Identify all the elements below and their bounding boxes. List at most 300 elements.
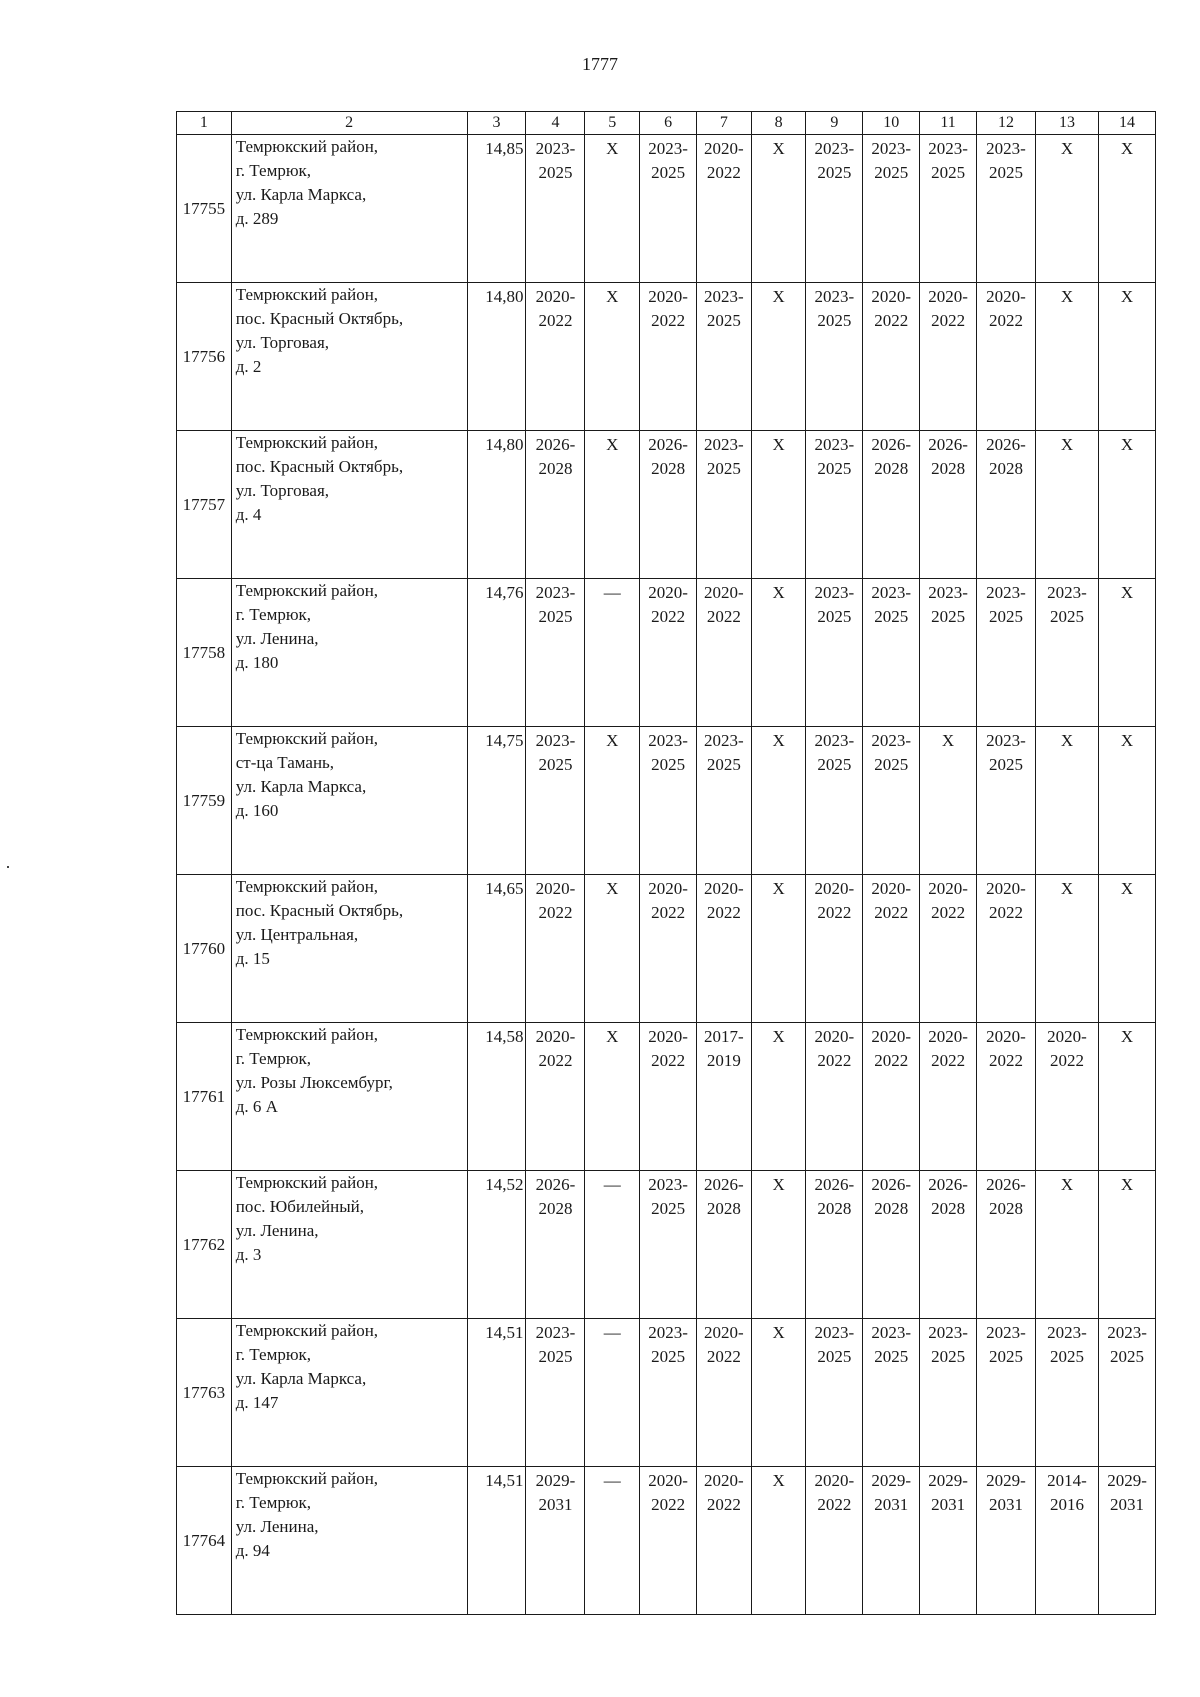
address-line: г. Темрюк, <box>235 1493 312 1512</box>
period-cell-col-4 <box>526 135 585 283</box>
period-text: 2020- <box>986 1027 1026 1046</box>
period-cell-col-13 <box>1035 875 1098 1023</box>
period-text: X <box>1120 287 1134 306</box>
table-row <box>177 1319 1156 1467</box>
period-cell-col-8 <box>751 1023 806 1171</box>
period-text: 2028 <box>817 1199 852 1218</box>
address-line: д. 289 <box>235 209 279 228</box>
period-text: 2022 <box>706 1495 741 1514</box>
period-cell-col-8 <box>751 283 806 431</box>
period-text: X <box>606 287 619 306</box>
page-number: 1777 <box>582 54 618 74</box>
period-text: 2020- <box>986 879 1026 898</box>
period-cell-col-4 <box>526 1171 585 1319</box>
address-cell <box>231 283 467 431</box>
period-text: 2020- <box>871 879 912 898</box>
address-line: Темрюкский район, <box>235 1025 379 1044</box>
period-text: 2023- <box>986 731 1026 750</box>
period-cell-col-5 <box>585 875 640 1023</box>
table-row <box>177 1171 1156 1319</box>
period-text: 2023- <box>704 435 744 454</box>
period-text: 2028 <box>988 459 1023 478</box>
row-number: 17756 <box>177 283 232 431</box>
address-line: д. 4 <box>235 505 262 524</box>
period-cell-col-8 <box>751 1171 806 1319</box>
period-cell-col-6 <box>640 875 697 1023</box>
period-cell-col-5 <box>585 135 640 283</box>
period-text: 2020- <box>648 1471 688 1490</box>
period-text: 2020- <box>535 287 576 306</box>
period-text: 2023- <box>986 139 1026 158</box>
period-text: 2026- <box>928 435 968 454</box>
row-number: 17759 <box>177 727 232 875</box>
period-text: 2023- <box>1107 1323 1147 1342</box>
address-line: ул. Центральная, <box>235 925 359 944</box>
area-cell: 14,76 <box>467 579 526 727</box>
address-line: пос. Красный Октябрь, <box>235 901 404 920</box>
period-text: 2023- <box>535 1323 576 1342</box>
period-text: 2020- <box>814 1471 855 1490</box>
period-cell-col-12 <box>976 1023 1035 1171</box>
period-cell-col-9 <box>806 1171 863 1319</box>
period-cell-col-5 <box>585 1319 640 1467</box>
period-text: 2022 <box>988 1051 1023 1070</box>
table-row <box>177 1467 1156 1615</box>
table-row <box>177 1023 1156 1171</box>
period-text: 2023- <box>1047 1323 1087 1342</box>
period-text: 2028 <box>988 1199 1023 1218</box>
period-cell-col-12 <box>976 1467 1035 1615</box>
period-text: X <box>941 731 955 750</box>
period-text: — <box>603 1471 621 1490</box>
period-text: 2022 <box>706 903 741 922</box>
period-text: 2028 <box>931 459 966 478</box>
period-text: 2023- <box>814 287 855 306</box>
period-cell-col-12 <box>976 431 1035 579</box>
period-text: — <box>603 1175 621 1194</box>
address-line: ул. Ленина, <box>235 629 319 648</box>
period-text: 2023- <box>871 1323 912 1342</box>
period-cell-col-14 <box>1099 283 1156 431</box>
period-text: 2022 <box>706 1347 741 1366</box>
period-cell-col-6 <box>640 727 697 875</box>
address-line: д. 147 <box>235 1393 279 1412</box>
period-text: 2025 <box>1050 607 1084 626</box>
period-cell-col-11 <box>920 135 977 283</box>
period-text: 2028 <box>874 1199 909 1218</box>
period-cell-col-4 <box>526 875 585 1023</box>
address-line: д. 6 А <box>235 1097 278 1116</box>
period-text: 2029- <box>871 1471 912 1490</box>
period-text: 2022 <box>651 311 686 330</box>
period-cell-col-10 <box>863 1467 920 1615</box>
period-text: 2023- <box>704 731 744 750</box>
period-text: 2025 <box>931 1347 966 1366</box>
period-cell-col-8 <box>751 727 806 875</box>
period-cell-col-9 <box>806 1023 863 1171</box>
period-cell-col-4 <box>526 727 585 875</box>
address-cell <box>231 875 467 1023</box>
period-cell-col-8 <box>751 579 806 727</box>
period-text: 2028 <box>538 1199 573 1218</box>
period-text: 2028 <box>651 459 686 478</box>
period-text: 2031 <box>538 1495 573 1514</box>
period-text: 2025 <box>874 1347 909 1366</box>
period-text: X <box>1120 435 1134 454</box>
period-cell-col-14 <box>1099 727 1156 875</box>
period-text: 2025 <box>651 755 686 774</box>
period-text: 2023- <box>871 731 912 750</box>
period-text: 2020- <box>928 879 968 898</box>
area-cell: 14,58 <box>467 1023 526 1171</box>
column-header-12: 12 <box>976 112 1035 135</box>
period-text: 2028 <box>538 459 573 478</box>
period-text: 2031 <box>874 1495 909 1514</box>
address-line: ул. Торговая, <box>235 333 330 352</box>
period-text: X <box>772 1175 785 1194</box>
period-text: 2025 <box>651 1347 686 1366</box>
period-cell-col-8 <box>751 1467 806 1615</box>
period-text: 2023- <box>648 731 688 750</box>
period-text: 2022 <box>651 1495 686 1514</box>
column-header-10: 10 <box>863 112 920 135</box>
period-text: X <box>1060 1175 1074 1194</box>
period-text: X <box>772 1027 785 1046</box>
period-cell-col-14 <box>1099 1319 1156 1467</box>
period-text: 2025 <box>538 163 573 182</box>
period-cell-col-9 <box>806 579 863 727</box>
period-cell-col-12 <box>976 283 1035 431</box>
period-text: 2029- <box>928 1471 968 1490</box>
address-line: Темрюкский район, <box>235 433 379 452</box>
period-cell-col-5 <box>585 283 640 431</box>
period-cell-col-10 <box>863 579 920 727</box>
period-text: 2029- <box>535 1471 576 1490</box>
column-header-3: 3 <box>467 112 526 135</box>
area-cell: 14,51 <box>467 1319 526 1467</box>
address-line: Темрюкский район, <box>235 285 379 304</box>
period-cell-col-13 <box>1035 727 1098 875</box>
period-text: X <box>1120 1175 1134 1194</box>
period-text: 2023- <box>814 1323 855 1342</box>
period-cell-col-7 <box>696 727 751 875</box>
period-text: 2020- <box>928 287 968 306</box>
address-cell <box>231 1023 467 1171</box>
period-cell-col-10 <box>863 1171 920 1319</box>
address-line: г. Темрюк, <box>235 1049 312 1068</box>
period-cell-col-13 <box>1035 283 1098 431</box>
period-cell-col-14 <box>1099 1171 1156 1319</box>
address-line: ул. Розы Люксембург, <box>235 1073 393 1092</box>
period-cell-col-7 <box>696 135 751 283</box>
period-text: 2028 <box>874 459 909 478</box>
period-cell-col-8 <box>751 875 806 1023</box>
period-text: 2020- <box>704 139 744 158</box>
address-line: Темрюкский район, <box>235 581 379 600</box>
area-cell: 14,65 <box>467 875 526 1023</box>
address-cell <box>231 727 467 875</box>
area-cell: 14,51 <box>467 1467 526 1615</box>
period-text: X <box>606 879 619 898</box>
period-cell-col-4 <box>526 1467 585 1615</box>
column-header-4: 4 <box>526 112 585 135</box>
row-number: 17762 <box>177 1171 232 1319</box>
period-cell-col-11 <box>920 283 977 431</box>
period-cell-col-5 <box>585 431 640 579</box>
column-header-1: 1 <box>177 112 232 135</box>
period-cell-col-14 <box>1099 875 1156 1023</box>
period-cell-col-11 <box>920 875 977 1023</box>
period-text: 2025 <box>538 607 573 626</box>
period-text: 2020- <box>648 287 688 306</box>
period-text: 2025 <box>931 163 966 182</box>
period-cell-col-13 <box>1035 579 1098 727</box>
period-text: 2022 <box>931 311 966 330</box>
period-text: 2023- <box>928 583 968 602</box>
period-text: X <box>1120 1027 1134 1046</box>
address-line: Темрюкский район, <box>235 1173 379 1192</box>
period-cell-col-12 <box>976 875 1035 1023</box>
period-cell-col-9 <box>806 1467 863 1615</box>
period-cell-col-7 <box>696 431 751 579</box>
address-line: пос. Красный Октябрь, <box>235 457 404 476</box>
period-text: 2026- <box>986 1175 1026 1194</box>
period-cell-col-14 <box>1099 1467 1156 1615</box>
period-text: 2026- <box>928 1175 968 1194</box>
period-cell-col-7 <box>696 283 751 431</box>
period-text: 2023- <box>648 1323 688 1342</box>
column-header-2: 2 <box>231 112 467 135</box>
table-row <box>177 579 1156 727</box>
period-text: 2020- <box>986 287 1026 306</box>
table-row <box>177 875 1156 1023</box>
period-text: 2025 <box>706 311 741 330</box>
period-cell-col-9 <box>806 727 863 875</box>
column-header-9: 9 <box>806 112 863 135</box>
period-text: X <box>1120 731 1134 750</box>
period-cell-col-11 <box>920 1023 977 1171</box>
period-text: X <box>1060 139 1074 158</box>
period-text: 2020- <box>928 1027 968 1046</box>
address-line: Темрюкский район, <box>235 877 379 896</box>
period-cell-col-6 <box>640 1319 697 1467</box>
period-text: X <box>772 139 785 158</box>
address-line: г. Темрюк, <box>235 605 312 624</box>
period-text: 2026- <box>986 435 1026 454</box>
period-text: 2022 <box>706 607 741 626</box>
period-text: 2020- <box>871 287 912 306</box>
address-line: Темрюкский район, <box>235 729 379 748</box>
period-text: 2020- <box>704 1471 744 1490</box>
period-text: 2023- <box>814 139 855 158</box>
period-cell-col-7 <box>696 1319 751 1467</box>
period-text: 2022 <box>931 1051 966 1070</box>
table-row <box>177 727 1156 875</box>
address-line: Темрюкский район, <box>235 137 379 156</box>
period-text: X <box>1120 139 1134 158</box>
row-number: 17763 <box>177 1319 232 1467</box>
period-text: 2031 <box>988 1495 1023 1514</box>
address-line: ул. Ленина, <box>235 1517 319 1536</box>
period-cell-col-10 <box>863 431 920 579</box>
period-text: 2026- <box>535 1175 576 1194</box>
address-line: Темрюкский район, <box>235 1469 379 1488</box>
period-cell-col-7 <box>696 1467 751 1615</box>
period-text: 2020- <box>704 583 744 602</box>
period-text: X <box>1120 879 1134 898</box>
period-text: 2019 <box>706 1051 741 1070</box>
address-line: ст-ца Тамань, <box>235 753 335 772</box>
period-text: 2020- <box>535 1027 576 1046</box>
period-text: 2022 <box>1050 1051 1084 1070</box>
period-text: 2026- <box>871 435 912 454</box>
period-text: X <box>1060 435 1074 454</box>
area-cell: 14,80 <box>467 283 526 431</box>
period-text: 2020- <box>814 1027 855 1046</box>
period-cell-col-6 <box>640 1467 697 1615</box>
period-cell-col-9 <box>806 135 863 283</box>
period-text: 2025 <box>817 607 852 626</box>
period-text: 2028 <box>706 1199 741 1218</box>
period-cell-col-14 <box>1099 431 1156 579</box>
address-line: ул. Торговая, <box>235 481 330 500</box>
address-line: пос. Красный Октябрь, <box>235 309 404 328</box>
period-cell-col-7 <box>696 579 751 727</box>
period-cell-col-7 <box>696 875 751 1023</box>
address-line: г. Темрюк, <box>235 1345 312 1364</box>
period-text: 2020- <box>535 879 576 898</box>
period-text: X <box>772 1323 785 1342</box>
period-cell-col-4 <box>526 579 585 727</box>
period-text: 2025 <box>988 163 1023 182</box>
table-row <box>177 283 1156 431</box>
period-cell-col-5 <box>585 1171 640 1319</box>
period-text: X <box>606 435 619 454</box>
period-cell-col-13 <box>1035 1319 1098 1467</box>
period-cell-col-6 <box>640 135 697 283</box>
period-text: X <box>1120 583 1134 602</box>
period-text: 2025 <box>988 607 1023 626</box>
period-text: 2023- <box>535 139 576 158</box>
area-cell: 14,52 <box>467 1171 526 1319</box>
period-text: 2023- <box>535 583 576 602</box>
address-line: д. 94 <box>235 1541 270 1560</box>
period-text: 2029- <box>986 1471 1026 1490</box>
period-text: 2026- <box>814 1175 855 1194</box>
period-text: 2023- <box>535 731 576 750</box>
period-text: 2022 <box>538 311 573 330</box>
period-cell-col-9 <box>806 875 863 1023</box>
address-cell <box>231 135 467 283</box>
period-text: 2025 <box>988 755 1023 774</box>
period-text: 2022 <box>817 1051 852 1070</box>
address-line: д. 160 <box>235 801 279 820</box>
address-cell <box>231 431 467 579</box>
period-text: 2022 <box>988 311 1023 330</box>
address-line: ул. Карла Маркса, <box>235 185 367 204</box>
period-text: 2022 <box>817 903 852 922</box>
period-text: 2025 <box>651 1199 686 1218</box>
row-number: 17758 <box>177 579 232 727</box>
period-cell-col-6 <box>640 431 697 579</box>
period-text: 2023- <box>928 1323 968 1342</box>
period-text: 2025 <box>931 607 966 626</box>
period-cell-col-9 <box>806 1319 863 1467</box>
period-text: 2025 <box>988 1347 1023 1366</box>
address-line: д. 3 <box>235 1245 262 1264</box>
period-text: 2025 <box>874 755 909 774</box>
period-cell-col-7 <box>696 1023 751 1171</box>
period-text: 2022 <box>651 1051 686 1070</box>
period-text: 2023- <box>814 583 855 602</box>
period-text: 2023- <box>986 1323 1026 1342</box>
period-text: 2023- <box>1047 583 1087 602</box>
period-text: X <box>606 1027 619 1046</box>
period-cell-col-5 <box>585 579 640 727</box>
area-cell: 14,85 <box>467 135 526 283</box>
period-text: 2028 <box>931 1199 966 1218</box>
period-cell-col-7 <box>696 1171 751 1319</box>
period-text: 2023- <box>648 1175 688 1194</box>
address-cell <box>231 1171 467 1319</box>
period-text: 2023- <box>986 583 1026 602</box>
period-text: 2020- <box>704 879 744 898</box>
table-row <box>177 431 1156 579</box>
period-text: 2022 <box>874 311 909 330</box>
period-cell-col-12 <box>976 135 1035 283</box>
period-text: 2023- <box>871 583 912 602</box>
period-text: 2020- <box>1047 1027 1087 1046</box>
period-text: 2025 <box>706 755 741 774</box>
address-cell <box>231 1467 467 1615</box>
period-text: X <box>772 287 785 306</box>
period-text: 2023- <box>704 287 744 306</box>
period-cell-col-11 <box>920 579 977 727</box>
period-text: X <box>1060 731 1074 750</box>
period-cell-col-14 <box>1099 135 1156 283</box>
period-cell-col-13 <box>1035 431 1098 579</box>
period-cell-col-13 <box>1035 1023 1098 1171</box>
period-cell-col-5 <box>585 1023 640 1171</box>
period-text: 2022 <box>817 1495 852 1514</box>
period-text: 2025 <box>651 163 686 182</box>
period-text: 2025 <box>817 1347 852 1366</box>
period-cell-col-11 <box>920 1319 977 1467</box>
period-cell-col-11 <box>920 1467 977 1615</box>
period-text: 2022 <box>874 1051 909 1070</box>
period-text: 2029- <box>1107 1471 1147 1490</box>
period-cell-col-13 <box>1035 1171 1098 1319</box>
period-cell-col-6 <box>640 1171 697 1319</box>
period-text: 2026- <box>648 435 688 454</box>
period-cell-col-13 <box>1035 1467 1098 1615</box>
period-text: 2022 <box>651 607 686 626</box>
period-text: X <box>772 1471 785 1490</box>
period-cell-col-6 <box>640 283 697 431</box>
column-header-8: 8 <box>751 112 806 135</box>
period-text: X <box>772 583 785 602</box>
period-text: 2025 <box>874 163 909 182</box>
period-cell-col-13 <box>1035 135 1098 283</box>
area-cell: 14,80 <box>467 431 526 579</box>
period-text: 2016 <box>1050 1495 1084 1514</box>
address-cell <box>231 1319 467 1467</box>
scan-speck <box>7 866 9 868</box>
period-cell-col-4 <box>526 283 585 431</box>
period-text: 2020- <box>648 879 688 898</box>
registry-table <box>176 111 1156 1615</box>
period-cell-col-11 <box>920 431 977 579</box>
